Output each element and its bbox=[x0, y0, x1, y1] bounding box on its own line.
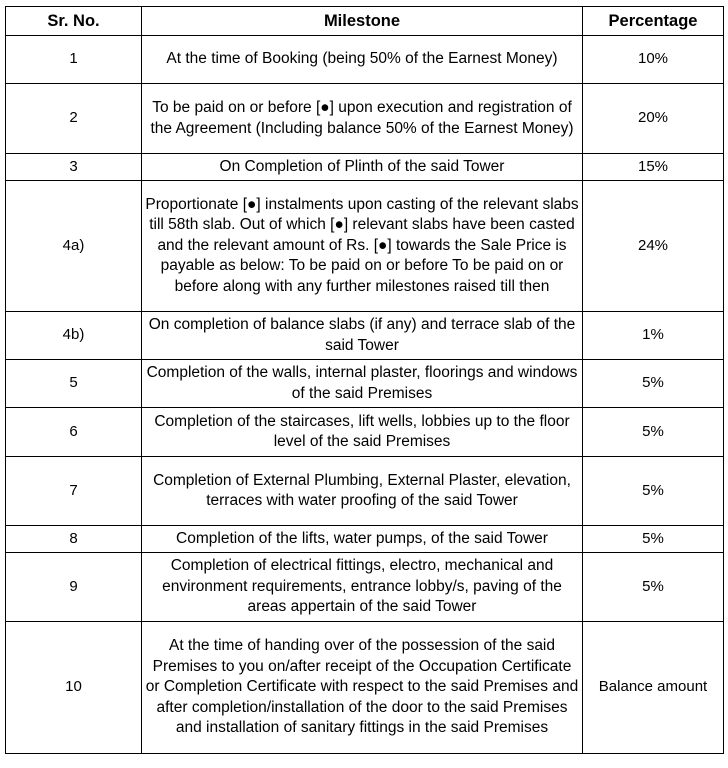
table-row bbox=[6, 360, 724, 408]
payment-schedule-table bbox=[5, 6, 724, 754]
percentage-cell: 5% bbox=[583, 553, 724, 622]
table-row bbox=[6, 622, 724, 754]
milestone-cell: Completion of External Plumbing, External Plaster, elevation, terraces with water proofing of the said Tower bbox=[142, 457, 583, 526]
sr-no-cell: 4b) bbox=[6, 312, 142, 360]
percentage-cell: 20% bbox=[583, 84, 724, 154]
sr-no-cell: 9 bbox=[6, 553, 142, 622]
percentage-cell: 10% bbox=[583, 36, 724, 84]
milestone-cell: On completion of balance slabs (if any) and terrace slab of the said Tower bbox=[142, 312, 583, 360]
milestone-cell: At the time of handing over of the possession of the said Premises to you on/after receipt of the Occupation Certificate or Completion Certificate with respect to the said Premises and after completion/installation of the door to the said Premises and installation of sanitary fittings in the said Premises bbox=[142, 622, 583, 754]
header-row bbox=[6, 7, 724, 36]
sr-no-cell: 7 bbox=[6, 457, 142, 526]
table-row bbox=[6, 457, 724, 526]
table-row bbox=[6, 553, 724, 622]
table-row bbox=[6, 154, 724, 181]
header-percentage: Percentage bbox=[583, 7, 724, 36]
milestone-cell: To be paid on or before [●] upon execution and registration of the Agreement (Including balance 50% of the Earnest Money) bbox=[142, 84, 583, 154]
table-row bbox=[6, 408, 724, 457]
table-row bbox=[6, 181, 724, 312]
milestone-cell: Proportionate [●] instalments upon casting of the relevant slabs till 58th slab. Out of which [●] relevant slabs have been casted and the relevant amount of Rs. [●] towards the Sale Price is payable as below: To be paid on or before To be paid on or before along with any further milestones raised till then bbox=[142, 181, 583, 312]
payment-schedule-container bbox=[5, 6, 723, 754]
sr-no-cell: 6 bbox=[6, 408, 142, 457]
sr-no-cell: 10 bbox=[6, 622, 142, 754]
milestone-cell: Completion of the walls, internal plaster, floorings and windows of the said Premises bbox=[142, 360, 583, 408]
sr-no-cell: 4a) bbox=[6, 181, 142, 312]
percentage-cell: 5% bbox=[583, 457, 724, 526]
milestone-cell: On Completion of Plinth of the said Tower bbox=[142, 154, 583, 181]
milestone-cell: Completion of the staircases, lift wells, lobbies up to the floor level of the said Premises bbox=[142, 408, 583, 457]
table-row bbox=[6, 36, 724, 84]
milestone-cell: At the time of Booking (being 50% of the Earnest Money) bbox=[142, 36, 583, 84]
table-row bbox=[6, 526, 724, 553]
percentage-cell: 15% bbox=[583, 154, 724, 181]
percentage-cell: 24% bbox=[583, 181, 724, 312]
header-milestone: Milestone bbox=[142, 7, 583, 36]
sr-no-cell: 5 bbox=[6, 360, 142, 408]
sr-no-cell: 2 bbox=[6, 84, 142, 154]
header-sr-no: Sr. No. bbox=[6, 7, 142, 36]
percentage-cell: 5% bbox=[583, 526, 724, 553]
sr-no-cell: 3 bbox=[6, 154, 142, 181]
percentage-cell: 5% bbox=[583, 360, 724, 408]
percentage-cell: 1% bbox=[583, 312, 724, 360]
percentage-cell: Balance amount bbox=[583, 622, 724, 754]
sr-no-cell: 8 bbox=[6, 526, 142, 553]
milestone-cell: Completion of the lifts, water pumps, of the said Tower bbox=[142, 526, 583, 553]
table-row bbox=[6, 84, 724, 154]
table-row bbox=[6, 312, 724, 360]
percentage-cell: 5% bbox=[583, 408, 724, 457]
milestone-cell: Completion of electrical fittings, electro, mechanical and environment requirements, entrance lobby/s, paving of the areas appertain of the said Tower bbox=[142, 553, 583, 622]
sr-no-cell: 1 bbox=[6, 36, 142, 84]
